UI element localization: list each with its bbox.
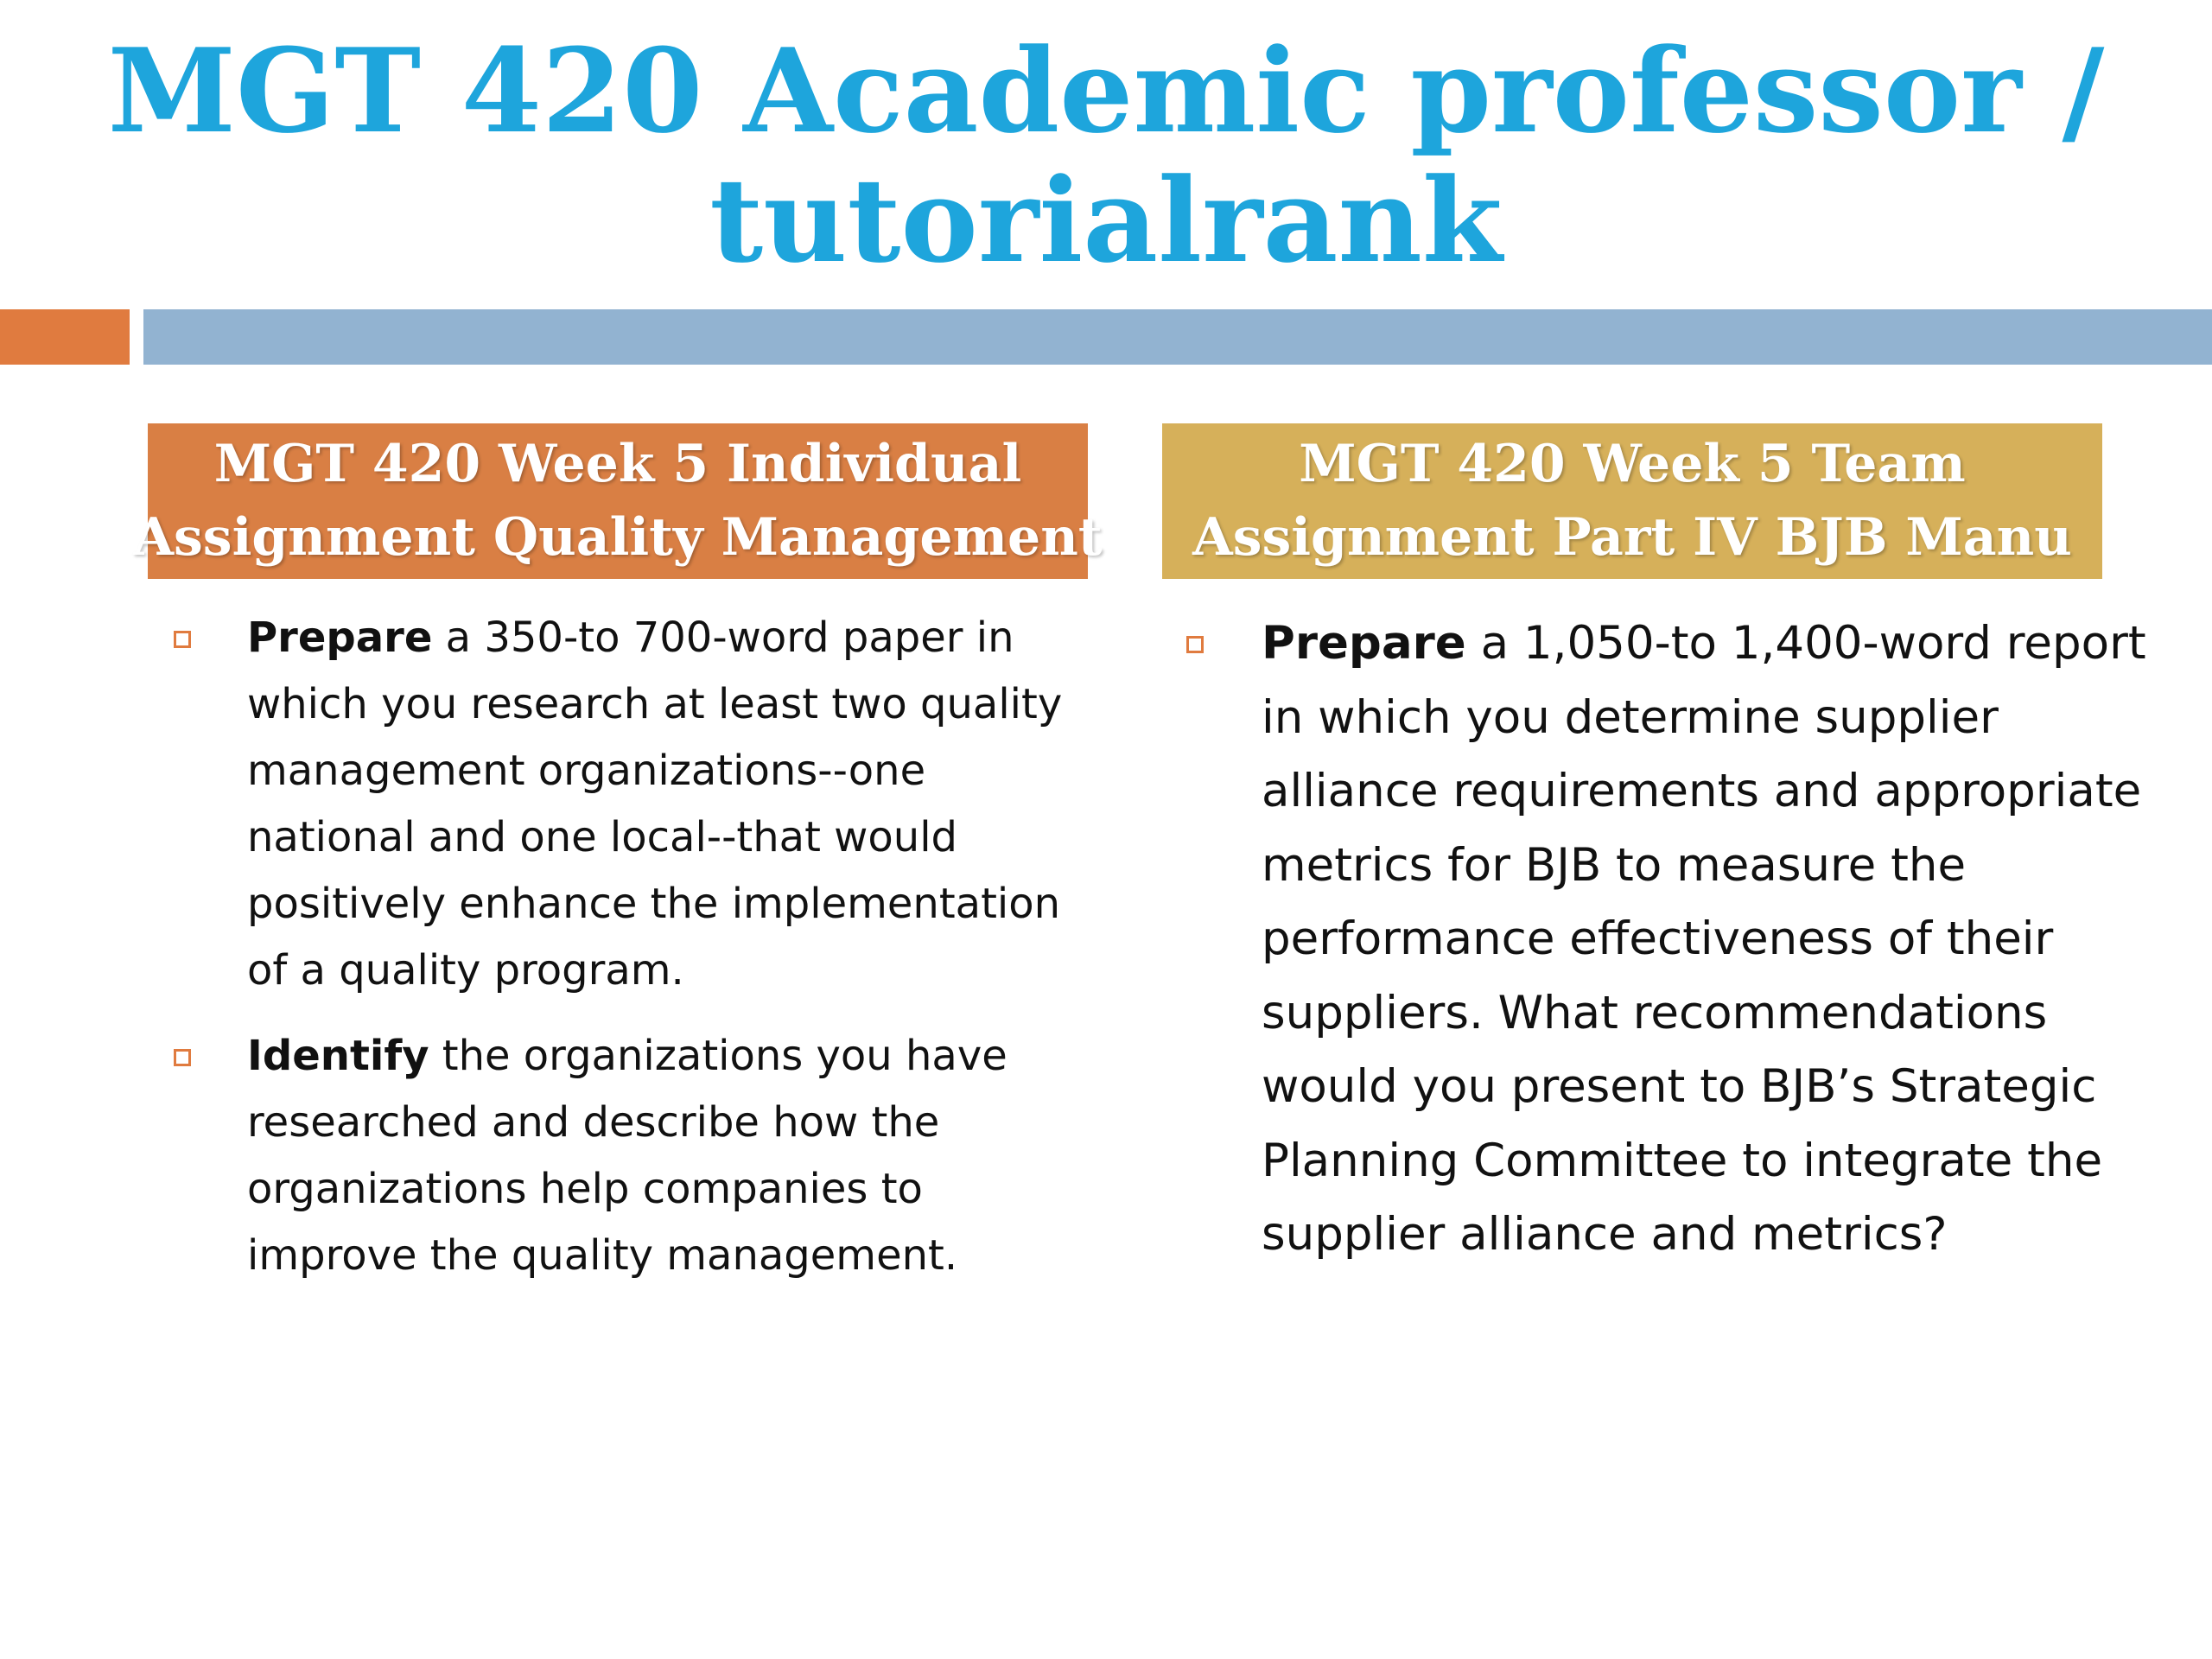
slide-title [0, 22, 2212, 289]
item-text: a 1,050-to 1,400-word report in which you determine supplier alliance requirements and appropriate metrics for BJB to measure the performance effectiveness of their suppliers. What recommendations would you present to BJB’s Strategic Planning Committee to integrate the supplier alliance and metrics? [1262, 617, 2146, 1261]
item-lead-word: Identify [247, 1032, 429, 1080]
list-item [169, 605, 1068, 1004]
left-bullet-list [169, 605, 1068, 1308]
item-lead-word: Prepare [1262, 617, 1466, 670]
item-text: the organizations you have researched and describe how the organizations help companies to improve the quality management. [247, 1032, 1007, 1280]
item-lead-word: Prepare [247, 613, 433, 662]
left-header-line-1: MGT 420 Week 5 Individual [213, 434, 1022, 494]
title-rule-accent [0, 309, 130, 365]
title-rule-bar [143, 309, 2212, 365]
square-bullet-icon [174, 631, 191, 648]
right-header-line-2: Assignment Part IV BJB Manu [1192, 507, 2072, 568]
right-header-line-1: MGT 420 Week 5 Team [1299, 434, 1966, 494]
right-column-header [1162, 423, 2102, 579]
list-item [169, 1023, 1068, 1289]
list-item [1182, 607, 2176, 1272]
item-text: a 350-to 700-word paper in which you research at least two quality management organizations--one national and one local--that would positively enhance the implementation of a quality program. [247, 613, 1063, 995]
slide-title-line-2: tutorialrank [709, 152, 1503, 289]
left-column-header [133, 423, 1103, 579]
left-header-line-2: Assignment Quality Management [133, 507, 1103, 568]
square-bullet-icon [174, 1049, 191, 1066]
square-bullet-icon [1186, 636, 1204, 653]
right-bullet-list [1182, 607, 2176, 1272]
slide-title-line-1: MGT 420 Academic professor / [107, 22, 2105, 159]
